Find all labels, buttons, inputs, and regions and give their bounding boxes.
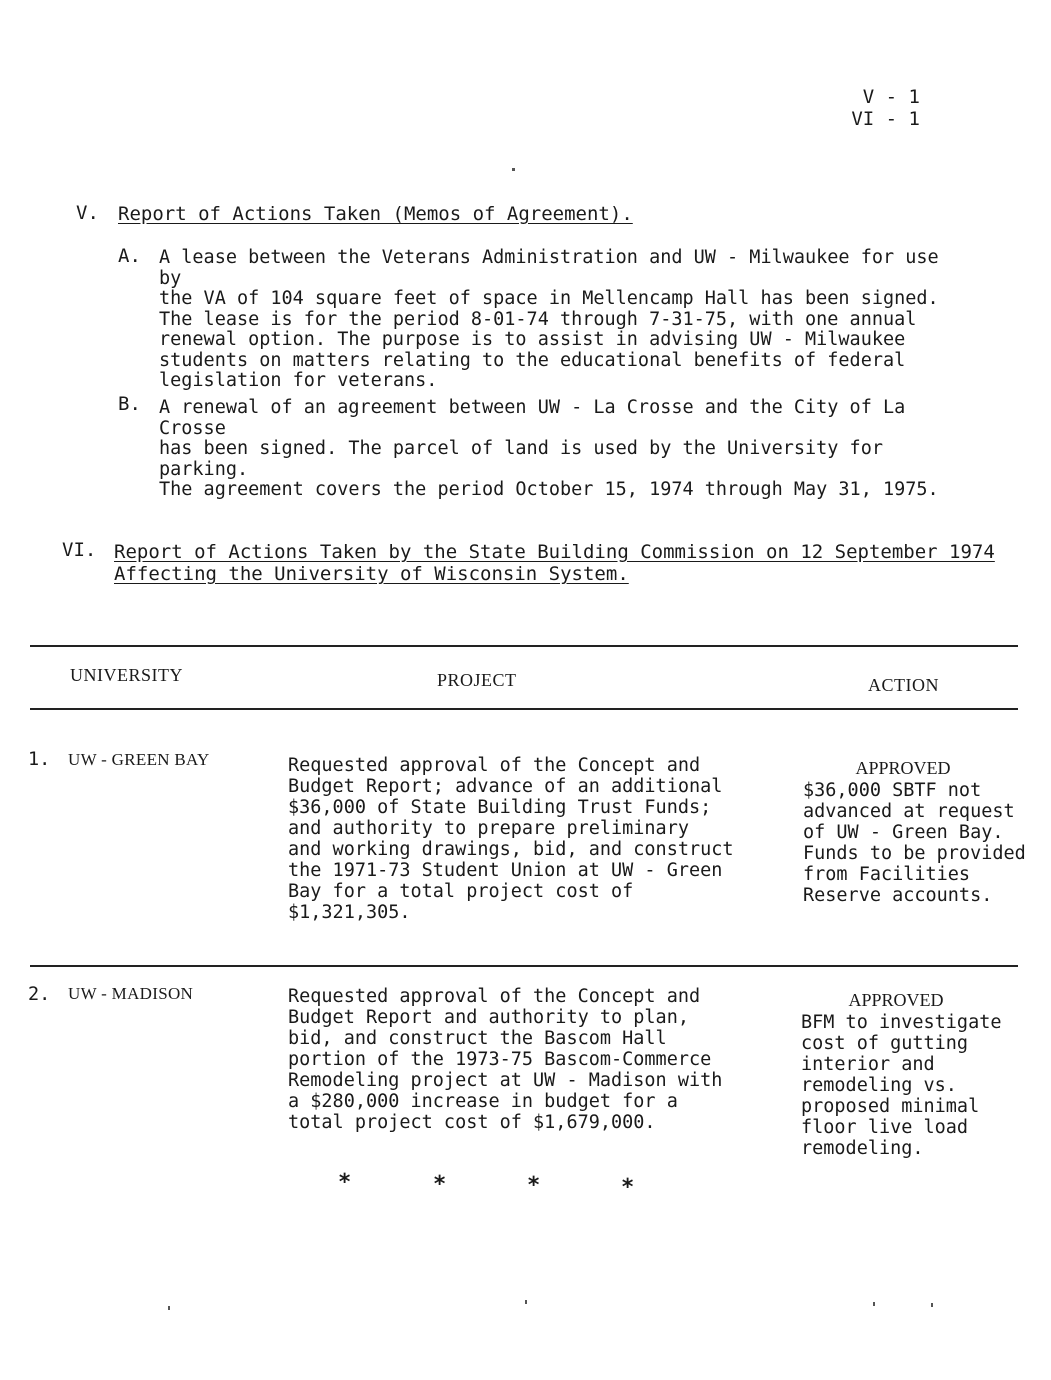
column-header-university: UNIVERSITY [70, 665, 183, 685]
row-project: Requested approval of the Concept and Budget Report; advance of an additional $36,000 of State Building Trust Funds; and authority to prepare preliminary and working drawings, bid, and construct the 1971-73 Student Union at UW - Green Bay for a total project cost of $1,321,305. [288, 755, 734, 923]
table-top-rule [30, 645, 1018, 647]
page-reference [850, 86, 920, 130]
separator-star: * [433, 1172, 447, 1197]
row-number: 2. [28, 984, 51, 1005]
separator-star: * [338, 1170, 352, 1195]
section-vi-number: VI. [62, 539, 97, 561]
section-v-number: V. [76, 202, 99, 224]
column-header-action: ACTION [868, 675, 939, 695]
separator-star: * [621, 1175, 635, 1200]
page-ref-line-2: VI - 1 [851, 108, 920, 130]
section-v-item-a-letter: A. [118, 245, 141, 267]
row-number: 1. [28, 749, 51, 770]
row-university: UW - MADISON [68, 984, 194, 1003]
section-v-item-b-letter: B. [118, 393, 141, 415]
row-action-note: BFM to investigate cost of gutting interior and remodeling vs. proposed minimal floor live load remodeling. [801, 1012, 1002, 1159]
table-row [28, 983, 50, 1005]
row-project: Requested approval of the Concept and Budget Report and authority to plan, bid, and construct the Bascom Hall portion of the 1973-75 Bascom-Commerce Remodeling project at UW - Madison with a $280,000 increase in budget for a total project cost of $1,679,000. [288, 986, 723, 1133]
scan-speck [512, 168, 515, 171]
page-ref-line-1: V - 1 [862, 86, 920, 108]
row-action-status: APPROVED [855, 758, 951, 778]
section-v-heading: Report of Actions Taken (Memos of Agreement). [118, 203, 633, 225]
table-row [28, 748, 50, 770]
row-action-note: $36,000 SBTF not advanced at request of UW - Green Bay. Funds to be provided from Facilities Reserve accounts. [803, 780, 1026, 906]
table-row-divider [30, 965, 1018, 967]
section-v-item-b-text: A renewal of an agreement between UW - La Crosse and the City of La Crosse has been signed. The parcel of land is used by the University for parking. The agreement covers the period October 15, 1974 through May 31, 1975. [159, 397, 939, 500]
section-vi-heading-line-1: Report of Actions Taken by the State Building Commission on 12 September 1974 [114, 541, 995, 563]
row-university: UW - GREEN BAY [68, 750, 210, 769]
row-action-status: APPROVED [848, 990, 944, 1010]
scan-speck [931, 1303, 933, 1307]
scan-speck [168, 1306, 170, 1310]
section-vi-heading-line-2: Affecting the University of Wisconsin System. [114, 563, 629, 585]
table-header-rule [30, 708, 1018, 710]
separator-star: * [527, 1173, 541, 1198]
section-v-item-a-text: A lease between the Veterans Administration and UW - Milwaukee for use by the VA of 104 square feet of space in Mellencamp Hall has been signed. The lease is for the period 8-01-74 through 7-31-75, with one annual renewal option. The purpose is to assist in advising UW - Milwaukee students on matters relating to the educational benefits of federal legislation for veterans. [159, 247, 939, 391]
column-header-project: PROJECT [437, 670, 517, 690]
scan-speck [525, 1300, 527, 1304]
scan-speck [873, 1302, 875, 1306]
